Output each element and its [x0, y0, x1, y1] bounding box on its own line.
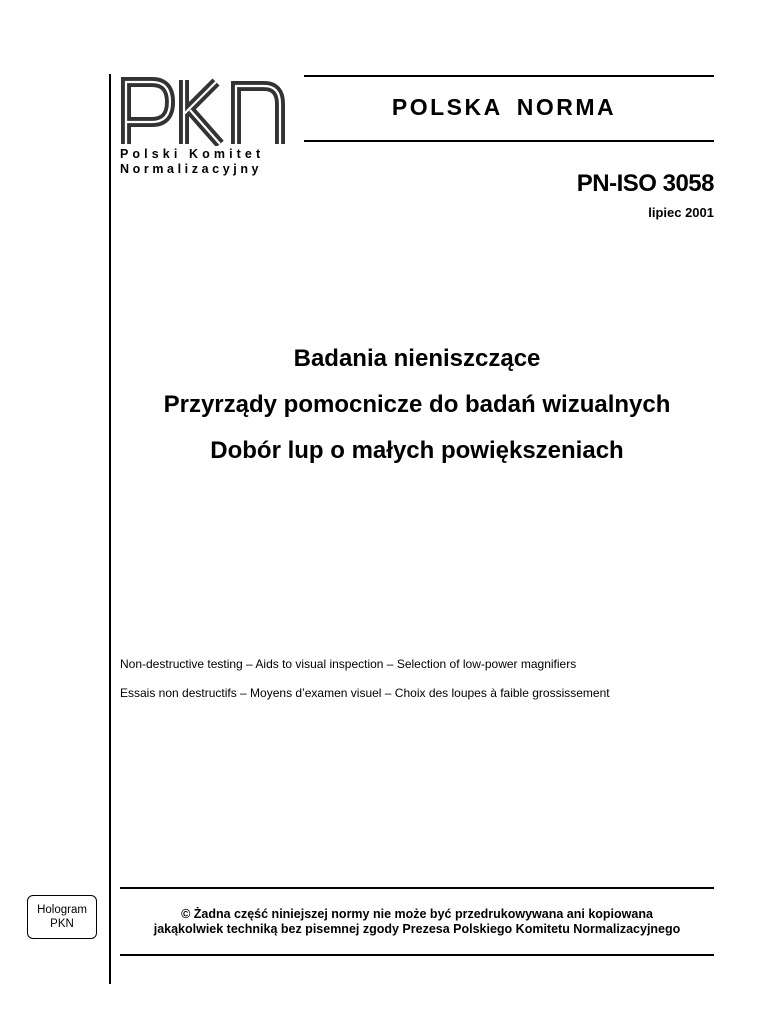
publication-date: lipiec 2001 — [648, 205, 714, 220]
organization-name-line1: Polski Komitet — [120, 147, 265, 161]
hologram-box — [27, 895, 97, 939]
pkn-logo-icon — [118, 76, 286, 146]
left-margin-rule — [109, 74, 111, 984]
title-line-3: Dobór lup o małych powiększeniach — [210, 437, 624, 464]
english-title: Non-destructive testing – Aids to visual inspection – Selection of low-power magnifiers — [120, 657, 577, 671]
hologram-label-line2: PKN — [50, 918, 74, 930]
hologram-label-line1: Hologram — [37, 904, 87, 916]
copyright-line-2: jakąkolwiek techniką bez pisemnej zgody Prezesa Polskiego Komitetu Normalizacyjnego — [153, 922, 681, 936]
document-heading: POLSKA NORMA — [391, 94, 617, 120]
copyright-line-1: © Żadna część niniejszej normy nie może być przedrukowywana ani kopiowana — [181, 907, 653, 921]
footer-top-rule — [120, 887, 714, 889]
header-bottom-rule — [304, 140, 714, 142]
footer-bottom-rule — [120, 954, 714, 956]
organization-name-line2: Normalizacyjny — [120, 162, 263, 176]
title-line-1: Badania nieniszczące — [293, 345, 541, 372]
standard-number: PN-ISO 3058 — [576, 170, 714, 197]
french-title: Essais non destructifs – Moyens d’examen visuel – Choix des loupes à faible grossissement — [120, 686, 610, 700]
header-top-rule — [304, 75, 714, 77]
title-line-2: Przyrządy pomocnicze do badań wizualnych — [163, 391, 671, 418]
